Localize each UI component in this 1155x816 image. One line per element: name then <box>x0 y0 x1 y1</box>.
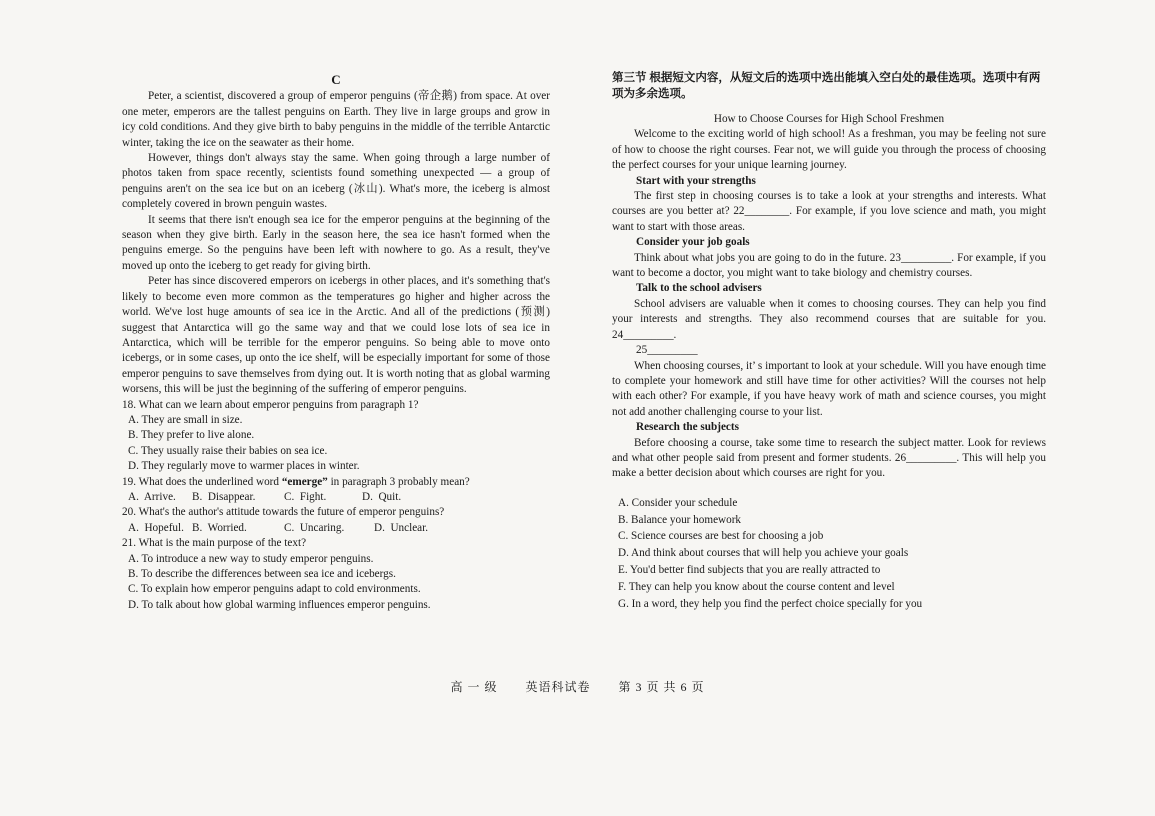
question-20-option-c: C. Uncaring. <box>284 521 345 534</box>
question-18-option-c: C. They usually raise their babies on sea ice. <box>128 444 328 457</box>
passage-title: How to Choose Courses for High School Freshmen <box>713 113 945 125</box>
right-column <box>612 70 1046 613</box>
question-20-option-b: B. Worried. <box>192 521 247 534</box>
question-19-stem <box>122 475 550 490</box>
heading-job-goals: Consider your job goals <box>636 236 750 249</box>
left-column <box>122 70 550 613</box>
paragraph-research: Before choosing a course, take some time to research the subject matter. Look for reviews and what other people said from present and former students. 26_________. This will help you make a better decision about which courses are right for you. <box>612 436 1046 480</box>
footer-page-number: 第 3 页 共 6 页 <box>618 680 705 694</box>
passage-paragraph-4: Peter has since discovered emperors on icebergs in other places, and it's something that's likely to become even more common as the temperatures go higher and higher across the world. We've lost huge amounts of sea ice in the Arctic. And all of the predictions (预测) suggest that Antarctica will go the same way and that we could lose lots of sea ice in Antarctica, which will be terrible for the emperor penguins. So being able to move onto icebergs, or in some cases, up onto the ice shelf, will be especially important for some of those emperor penguins to save themselves from dying out. It is worth noting that as global warming worsens, this will be just the beginning of the suffering of emperor penguins. <box>122 275 550 396</box>
paragraph-advisers: School advisers are valuable when it comes to choosing courses. They can help you find your interests and strengths. They also recommend courses that are suitable for you. 24_________. <box>612 297 1046 341</box>
question-18-option-a: A. They are small in size. <box>128 413 243 426</box>
question-20-option-d: D. Unclear. <box>374 521 429 534</box>
question-18-stem: 18. What can we learn about emperor penguins from paragraph 1? <box>122 398 419 411</box>
question-21-option-b: B. To describe the differences between sea ice and icebergs. <box>128 568 396 580</box>
heading-advisers: Talk to the school advisers <box>636 282 762 295</box>
passage-intro: Welcome to the exciting world of high school! As a freshman, you may be feeling not sure of how to choose the right courses. Fear not, we will guide you through the process of choosing the perfect courses for your unique learning journey. <box>612 128 1046 172</box>
question-21-option-c: C. To explain how emperor penguins adapt to cold environments. <box>128 583 421 596</box>
question-21-stem: 21. What is the main purpose of the text? <box>122 537 307 550</box>
question-21-option-a: A. To introduce a new way to study emperor penguins. <box>128 552 374 565</box>
passage-paragraph-3: It seems that there isn't enough sea ice for the emperor penguins at the beginning of the season when they give birth. Early in the season here, the sea ice hasn't formed when the penguins emerge. So the penguins have been left with nowhere to go. As a result, they've moved up onto the iceberg to get ready for giving birth. <box>122 213 550 272</box>
footer-subject: 英语科试卷 <box>525 680 591 694</box>
question-20-stem: 20. What's the author's attitude towards the future of emperor penguins? <box>122 506 445 519</box>
question-19-option-a: A. Arrive. <box>128 490 176 503</box>
question-19-stem-post: in paragraph 3 probably mean? <box>330 475 470 488</box>
question-20-option-a: A. Hopeful. <box>128 521 184 534</box>
paragraph-job-goals: Think about what jobs you are going to do in the future. 23_________. For example, if you want to become a doctor, you might want to take biology and chemistry courses. <box>612 251 1046 280</box>
passage-paragraph-1: Peter, a scientist, discovered a group of emperor penguins (帝企鹅) from space. At over one meter, emperors are the tallest penguins on Earth. They live in large groups and grow in icy cold conditions. And they give birth to baby penguins in the middle of the terrible Antarctic winter, taking the ice on the seawater as their home. <box>122 90 550 149</box>
choice-a: A. Consider your schedule <box>618 496 738 509</box>
question-19-stem-pre: 19. What does the underlined word <box>122 475 280 488</box>
footer-grade: 高 一 级 <box>450 680 498 694</box>
question-19-options <box>122 490 550 505</box>
choice-g: G. In a word, they help you find the perfect choice specially for you <box>618 597 923 610</box>
question-19-option-c: C. Fight. <box>284 490 327 503</box>
passage-paragraph-2: However, things don't always stay the same. When going through a large number of photos taken from space recently, scientists found something unexpected — a group of penguins aren't on the sea ice but on an iceberg (冰山). What's more, the iceberg is almost completely covered in brown penguin wastes. <box>122 152 550 211</box>
section-instructions: 第三节 根据短文内容，从短文后的选项中选出能填入空白处的最佳选项。选项中有两项为多余选项。 <box>612 72 1041 100</box>
question-19-option-d: D. Quit. <box>362 490 402 503</box>
heading-research: Research the subjects <box>636 421 739 434</box>
choice-e: E. You'd better find subjects that you are really attracted to <box>618 563 881 576</box>
blank-25: 25_________ <box>636 344 698 357</box>
paragraph-schedule: When choosing courses, it’ s important to look at your schedule. Will you have enough time to complete your homework and still have time for other activities? Will the courses not help with each other? For example, if you have heavy work of math and science courses, you might not add another challenging course to your list. <box>612 359 1046 418</box>
heading-strengths: Start with your strengths <box>636 174 756 187</box>
question-20-options <box>122 521 550 536</box>
choices-list <box>612 496 1046 612</box>
page-footer <box>0 678 1155 695</box>
choice-d: D. And think about courses that will help you achieve your goals <box>618 547 909 560</box>
section-letter: C <box>331 72 341 87</box>
question-21-option-d: D. To talk about how global warming influences emperor penguins. <box>128 598 431 611</box>
choice-f: F. They can help you know about the course content and level <box>618 580 895 593</box>
question-18-option-b: B. They prefer to live alone. <box>128 429 255 442</box>
paragraph-strengths: The first step in choosing courses is to take a look at your strengths and interests. What courses are you better at? 22________. For example, if you love science and math, you might want to start with those areas. <box>612 190 1046 233</box>
question-19-option-b: B. Disappear. <box>192 490 256 503</box>
question-18-option-d: D. They regularly move to warmer places in winter. <box>128 460 360 473</box>
choice-c: C. Science courses are best for choosing a job <box>618 530 824 543</box>
choice-b: B. Balance your homework <box>618 513 742 526</box>
question-19-underlined-word: “emerge” <box>281 475 328 488</box>
